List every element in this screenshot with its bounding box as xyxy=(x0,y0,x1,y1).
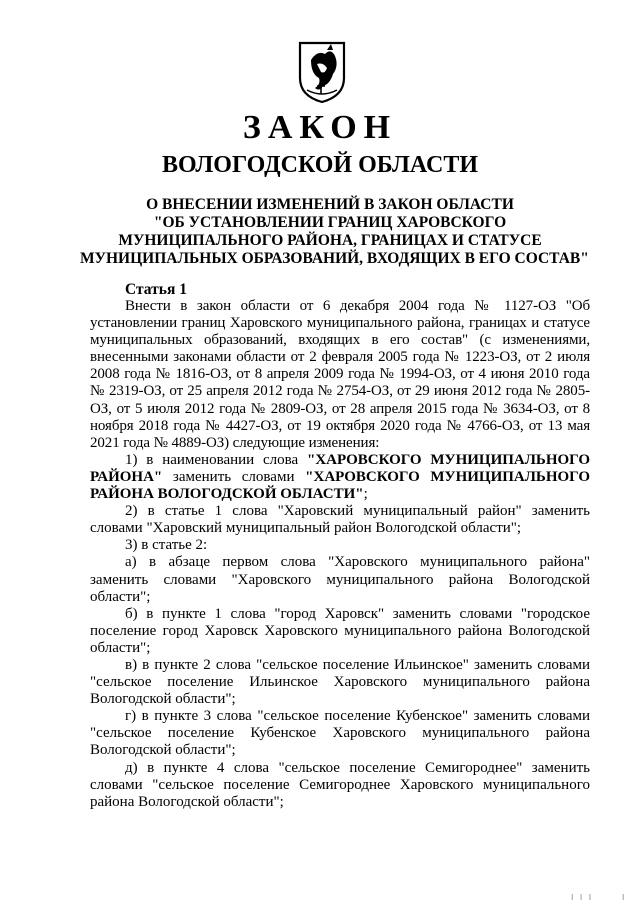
article-heading-text: Статья 1 xyxy=(125,281,187,298)
law-subtitle xyxy=(80,196,589,268)
item-1-middle: заменить словами xyxy=(162,468,306,485)
subtitle-line: О ВНЕСЕНИИ ИЗМЕНЕНИЙ В ЗАКОН ОБЛАСТИ xyxy=(146,196,514,213)
item-1-prefix: 1) в наименовании слова xyxy=(125,451,308,468)
article-body xyxy=(90,298,590,811)
item-3b: б) в пункте 1 слова "город Харовск" заменить словами "городское поселение город Харовск Харовского муниципального района Вологодской области"; xyxy=(90,605,590,656)
coat-of-arms-emblem xyxy=(297,40,347,104)
item-3a: а) в абзаце первом слова "Харовского муниципального района" заменить словами "Харовского муниципального района Вологодской области"; xyxy=(90,554,590,605)
item-3g: г) в пункте 3 слова "сельское поселение Кубенское" заменить словами "сельское поселение Кубенское Харовского муниципального района Вологодской области"; xyxy=(90,708,590,759)
item-1-new-name: "ХАРОВСКОГО МУНИЦИПАЛЬНОГО РАЙОНА ВОЛОГОДСКОЙ ОБЛАСТИ" xyxy=(90,468,591,503)
footer-mark-right: I xyxy=(622,893,625,902)
region-title: ВОЛОГОДСКОЙ ОБЛАСТИ xyxy=(161,152,479,178)
article-heading xyxy=(90,281,590,298)
law-title: ЗАКОН xyxy=(242,109,398,146)
subtitle-line: МУНИЦИПАЛЬНЫХ ОБРАЗОВАНИЙ, ВХОДЯЩИХ В ЕГО СОСТАВ" xyxy=(80,250,589,267)
item-1 xyxy=(90,452,590,503)
footer-mark: I I I xyxy=(571,893,594,902)
item-3d: д) в пункте 4 слова "сельское поселение Семигороднее" заменить словами "сельское поселение Семигороднее Харовского муниципального района Вологодской области"; xyxy=(90,759,590,810)
subtitle-line: "ОБ УСТАНОВЛЕНИИ ГРАНИЦ ХАРОВСКОГО xyxy=(153,214,507,231)
item-3v: в) в пункте 2 слова "сельское поселение Ильинское" заменить словами "сельское поселение Ильинское Харовского муниципального района Вологодской области"; xyxy=(90,656,590,708)
item-1-suffix: ; xyxy=(363,486,368,503)
item-3: 3) в статье 2: xyxy=(125,537,208,554)
item-1-old-name: "ХАРОВСКОГО МУНИЦИПАЛЬНОГО РАЙОНА" xyxy=(90,451,591,485)
article-intro: Внести в закон области от 6 декабря 2004 года № 1127-ОЗ "Об установлении границ Харовского муниципального района, границах и статусе муниципальных образований, входящих в его состав" (с изменениями, внесенными законами области от 2 февраля 2005 года № 1223-ОЗ, от 2 июля 2008 года № 1816-ОЗ, от 8 апреля 2009 года № 1994-ОЗ, от 4 июня 2010 года № 2319-ОЗ, от 25 апреля 2012 года № 2754-ОЗ, от 29 июня 2012 года № 2805-ОЗ, от 5 июля 2012 года № 2809-ОЗ, от 28 апреля 2015 года № 3634-ОЗ, от 8 ноября 2018 года № 4427-ОЗ, от 19 октября 2020 года № 4766-ОЗ, от 13 мая 2021 года № 4889-ОЗ) следующие изменения: xyxy=(90,298,590,451)
subtitle-line: МУНИЦИПАЛЬНОГО РАЙОНА, ГРАНИЦАХ И СТАТУСЕ xyxy=(118,232,542,249)
item-2: 2) в статье 1 слова "Харовский муниципальный район" заменить словами "Харовский муниципальный район Вологодской области"; xyxy=(90,503,590,537)
